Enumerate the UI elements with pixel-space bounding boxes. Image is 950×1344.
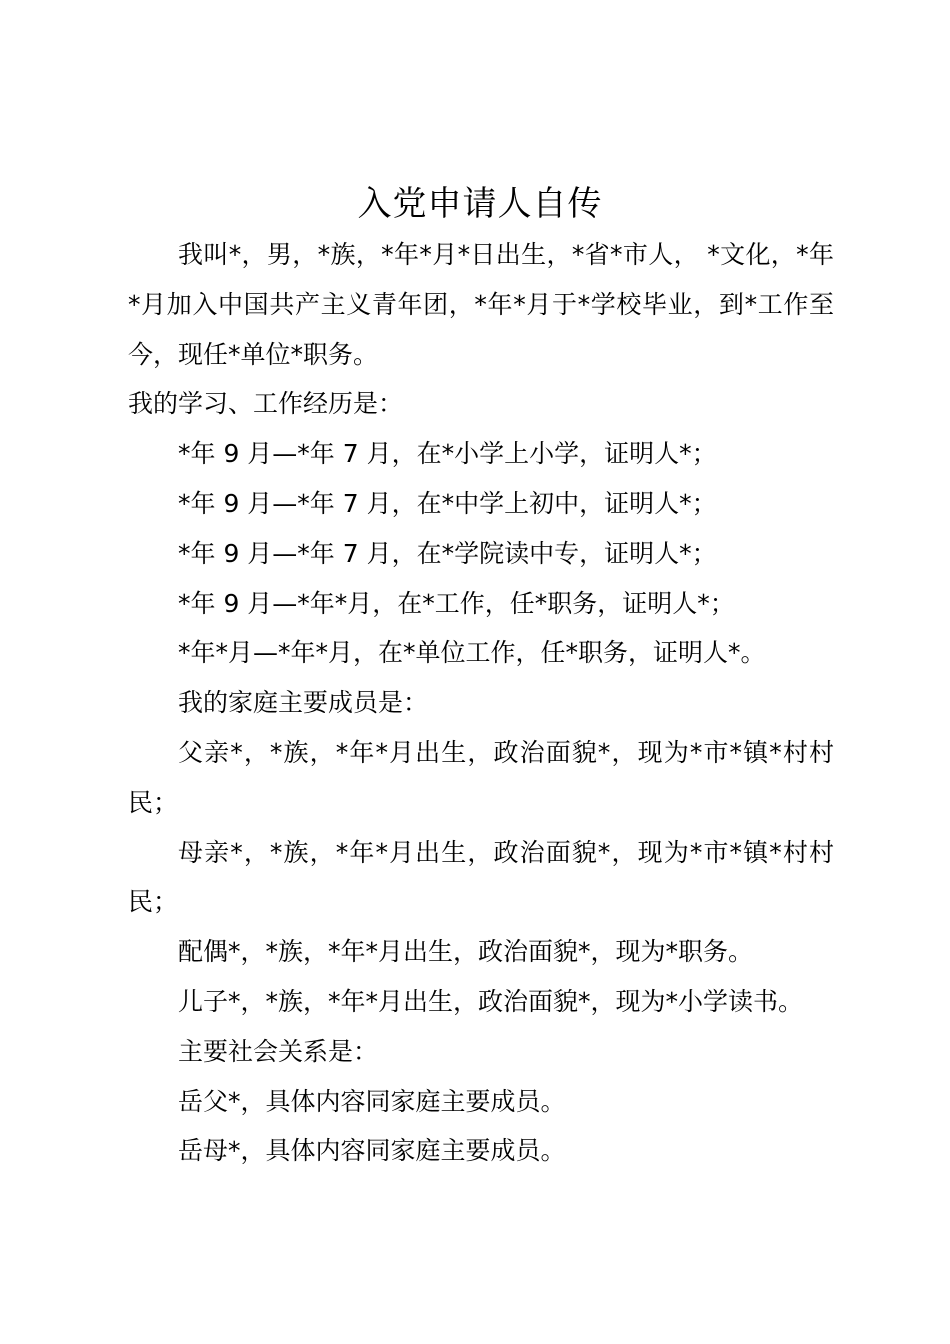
document-title: 入党申请人自传 xyxy=(357,184,603,224)
paragraph-family-member: 配偶*，*族，*年*月出生，政治面貌*，现为*职务。 xyxy=(178,937,754,967)
paragraph-history-heading: 我的学习、工作经历是： xyxy=(128,389,404,419)
paragraph-history-item: *年 9 月—*年 7 月，在*学院读中专，证明人*； xyxy=(178,538,717,568)
paragraph-social-relation: 岳父*，具体内容同家庭主要成员。 xyxy=(178,1086,566,1116)
paragraph-family-heading: 我的家庭主要成员是： xyxy=(178,688,429,718)
paragraph-history-item: *年*月—*年*月，在*单位工作，任*职务，证明人*。 xyxy=(178,638,766,668)
document-body xyxy=(128,230,834,1176)
paragraph-history-item: *年 9 月—*年 7 月，在*中学上初中，证明人*； xyxy=(178,488,717,518)
paragraph-social-relation: 岳母*，具体内容同家庭主要成员。 xyxy=(178,1136,566,1166)
paragraph-history-item: *年 9 月—*年*月，在*工作，任*职务，证明人*； xyxy=(178,588,735,618)
paragraph-intro: 我叫*，男，*族，*年*月*日出生，*省*市人， *文化，*年*月加入中国共产主义青年团，*年*月于*学校毕业，到*工作至今，现任*单位*职务。 xyxy=(128,240,834,369)
paragraph-history-item: *年 9 月—*年 7 月，在*小学上小学，证明人*； xyxy=(178,439,717,469)
paragraph-family-member: 父亲*，*族，*年*月出生，政治面貌*，现为*市*镇*村村民； xyxy=(128,737,834,817)
paragraph-family-member: 母亲*，*族，*年*月出生，政治面貌*，现为*市*镇*村村民； xyxy=(128,837,834,917)
paragraph-family-member: 儿子*，*族，*年*月出生，政治面貌*，现为*小学读书。 xyxy=(178,986,804,1016)
paragraph-social-heading: 主要社会关系是： xyxy=(178,1036,379,1066)
